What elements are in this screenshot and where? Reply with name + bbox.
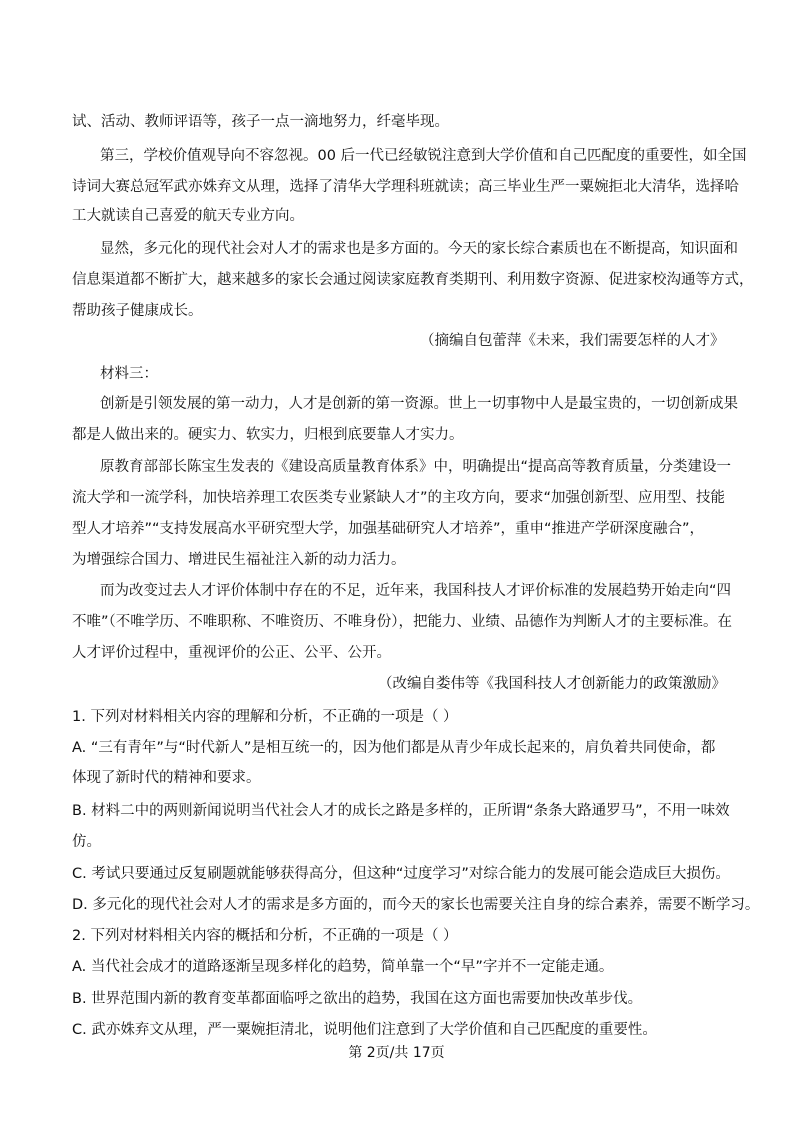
text-line: 信息渠道都不断扩大，越来越多的家长会通过阅读家庭教育类期刊、利用数字资源、促进家校沟通等方式， (72, 272, 754, 288)
text-line: 都是人做出来的。硬实力、软实力，归根到底要靠人才实力。 (72, 427, 464, 443)
text-line: 型人才培养”“支持发展高水平研究型大学，加强基础研究人才培养”，重申“推进产学研深度融合”， (72, 521, 705, 537)
option-line: C. 武亦姝弃文从理，严一粟婉拒清北，说明他们注意到了大学价值和自己匹配度的重要性。 (72, 1022, 657, 1038)
text-line: 原教育部部长陈宝生发表的《建设高质量教育体系》中，明确提出“提高高等教育质量，分类建设一 (100, 459, 732, 475)
text-line: 显然，多元化的现代社会对人才的需求也是多方面的。今天的家长综合素质也在不断提高，知识面和 (100, 241, 738, 257)
text-line: 诗词大赛总冠军武亦姝弃文从理，选择了清华大学理科班就读；高三毕业生严一粟婉拒北大清华，选择哈 (72, 179, 739, 195)
text-line: 而为改变过去人才评价体制中存在的不足，近年来，我国科技人才评价标准的发展趋势开始走向“四 (100, 583, 732, 599)
option-line: A. 当代社会成才的道路逐渐呈现多样化的趋势，简单靠一个“早”字并不一定能走通。 (72, 959, 614, 975)
text-line: 帮助孩子健康成长。 (72, 303, 203, 319)
option-line: A. “三有青年”与“时代新人”是相互统一的，因为他们都是从青少年成长起来的，肩负着共同使命，都 (72, 740, 716, 756)
text-line: 人才评价过程中，重视评价的公正、公平、公开。 (72, 645, 391, 661)
option-line: D. 多元化的现代社会对人才的需求是多方面的，而今天的家长也需要关注自身的综合素养，需要不断学习。 (72, 897, 760, 913)
text-line: 第三，学校价值观导向不容忽视。00 后一代已经敏锐注意到大学价值和自己匹配度的重要性，如全国 (100, 148, 747, 164)
option-line: C. 考试只要通过反复刷题就能够获得高分，但这种“过度学习”对综合能力的发展可能会造成巨大损伤。 (72, 866, 730, 882)
option-line: 体现了新时代的精神和要求。 (72, 770, 261, 786)
option-line: 仿。 (72, 834, 101, 850)
text-line: 工大就读自己喜爱的航天专业方向。 (72, 208, 304, 224)
question-stem: 1. 下列对材料相关内容的理解和分析，不正确的一项是（ ） (72, 709, 458, 725)
section-heading: 材料三： (100, 366, 158, 382)
option-line: B. 材料二中的两则新闻说明当代社会人才的成长之路是多样的，正所谓“条条大路通罗马”，不用一味效 (72, 803, 730, 819)
text-line: 试、活动、教师评语等，孩子一点一滴地努力，纤毫毕现。 (72, 114, 449, 130)
text-line: 流大学和一流学科，加快培养理工农医类专业紧缺人才”的主攻方向，要求“加强创新型、应用型、技能 (72, 490, 726, 506)
question-stem: 2. 下列对材料相关内容的概括和分析，不正确的一项是（ ） (72, 928, 458, 944)
citation: （改编自娄伟等《我国科技人才创新能力的政策激励》 (378, 676, 726, 692)
text-line: 为增强综合国力、增进民生福祉注入新的动力活力。 (72, 552, 406, 568)
text-line: 创新是引领发展的第一动力，人才是创新的第一资源。世上一切事物中人是最宝贵的，一切创新成果 (100, 396, 738, 412)
page-number: 第 2页/共 17页 (348, 1045, 445, 1061)
text-line: 不唯”（不唯学历、不唯职称、不唯资历、不唯身份），把能力、业绩、品德作为判断人才的主要标准。在 (72, 614, 733, 630)
option-line: B. 世界范围内新的教育变革都面临呼之欲出的趋势，我国在这方面也需要加快改革步伐。 (72, 991, 643, 1007)
citation: （摘编自包蕾萍《未来，我们需要怎样的人才》 (420, 333, 725, 349)
